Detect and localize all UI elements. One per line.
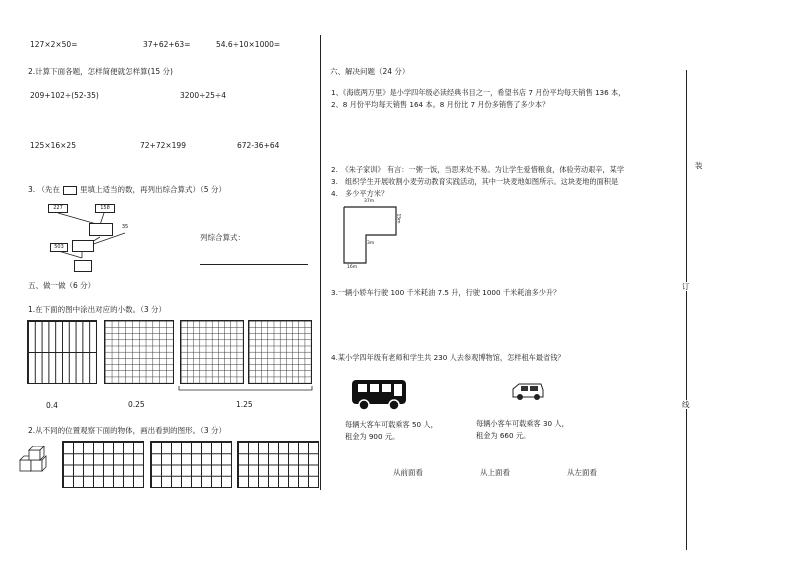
tree-blank-box-3[interactable] [74,260,92,272]
q2-expr-2: 3200÷25÷4 [180,91,226,100]
dim-16m: 16m [347,265,358,270]
view-label-left: 从左面看 [567,468,597,477]
van-text-2: 租金为 660 元。 [476,431,531,440]
decimal-grid-hundredths-2[interactable] [180,320,244,384]
blank-box-icon [63,186,77,195]
q1-expr-2: 37+62+63= [143,40,191,49]
column-divider [320,35,321,490]
decimal-grid-tenths[interactable] [27,320,97,384]
r-q4-line: 4.某小学四年级有老师和学生共 230 人去参观博物馆，怎样租车最省钱？ [331,353,565,362]
tree-box-227: 227 [48,204,68,213]
tree-blank-box-2[interactable] [72,240,94,252]
section-5-title: 五、做一做（6 分） [28,281,96,290]
q3-answer-line [200,264,308,265]
view-label-top: 从上面看 [480,468,510,477]
q3-title-start: 3. （先在 [28,185,61,194]
label-1-25: 1.25 [236,400,253,409]
tree-box-503: 503 [50,243,68,252]
binding-margin-line [686,70,687,550]
s5q1-title: 1.在下面的图中涂出对应的小数。（3 分） [28,305,167,314]
decimal-grid-hundredths-1[interactable] [104,320,174,384]
r-q1-line1: 1、《海底两万里》是小学四年级必读经典书目之一，希望书店 7 月份平均每天销售 136 本， [331,88,626,97]
dim-15m: 15m [395,213,401,224]
s5q2-title: 2.从不同的位置观察下面的物体，画出看到的图形。（3 分） [28,426,227,435]
r-q2-line1: 2. 《朱子家训》 有言：一粥一饭，当思来处不易。为让学生爱惜粮食，体验劳动艰辛，某学 [331,165,625,174]
tree-box-158: 158 [95,204,115,213]
q2-expr-3: 125×16×25 [30,141,76,150]
label-0-25: 0.25 [128,400,145,409]
bus-text-2: 租金为 900 元。 [345,432,400,441]
q2-expr-4: 72+72×199 [140,141,186,150]
bus-text-1: 每辆大客车可载乘客 50 人， [345,420,438,429]
decimal-grid-hundredths-3[interactable] [248,320,312,384]
q2-expr-1: 209+102÷(52-35) [30,91,99,100]
bus-icon [350,378,408,412]
view-label-front: 从前面看 [393,468,423,477]
brace-1-25 [178,385,314,395]
r-q3-line: 3.一辆小轿车行驶 100 千米耗油 7.5 升，行驶 1000 千米耗油多少升？ [331,288,561,297]
r-q2-line3: 4. 多少平方米？ [331,189,389,198]
cube-stack-icon [18,446,58,478]
label-0-4: 0.4 [46,401,58,410]
r-q2-line2: 3. 组织学生开展收割小麦劳动教育实践活动，其中一块麦地如图所示。这块麦地的面积是 [331,177,619,186]
margin-char-xian: 线 [682,400,690,409]
view-grid-left[interactable] [237,441,319,488]
dim-3m: 3m [367,241,375,246]
section-6-title: 六、解决问题（24 分） [330,67,410,76]
q1-expr-3: 54.6÷10×1000= [216,40,281,49]
view-grid-front[interactable] [62,441,144,488]
margin-char-ding: 订 [682,282,690,291]
wheat-field-diagram [340,203,400,273]
r-q1-line2: 2、8 月份平均每天销售 164 本。8 月份比 7 月份多销售了多少本？ [331,100,550,109]
van-text-1: 每辆小客车可载乘客 30 人， [476,419,569,428]
view-grid-top[interactable] [150,441,232,488]
margin-char-zhuang: 装 [695,161,703,170]
dim-37m: 37m [364,199,375,204]
q2-title: 2.计算下面各题，怎样简便就怎样算(15 分) [28,67,173,76]
q1-expr-1: 127×2×50= [30,40,78,49]
van-icon [510,382,546,402]
q3-title-end: 里填上适当的数，再列出综合算式）（5 分） [80,185,226,194]
q3-title [28,185,226,195]
tree-blank-box-1[interactable] [89,223,113,236]
q3-formula-label: 列综合算式： [200,233,245,242]
tree-box-35: 35 [118,224,132,231]
q2-expr-5: 672-36+64 [237,141,280,150]
